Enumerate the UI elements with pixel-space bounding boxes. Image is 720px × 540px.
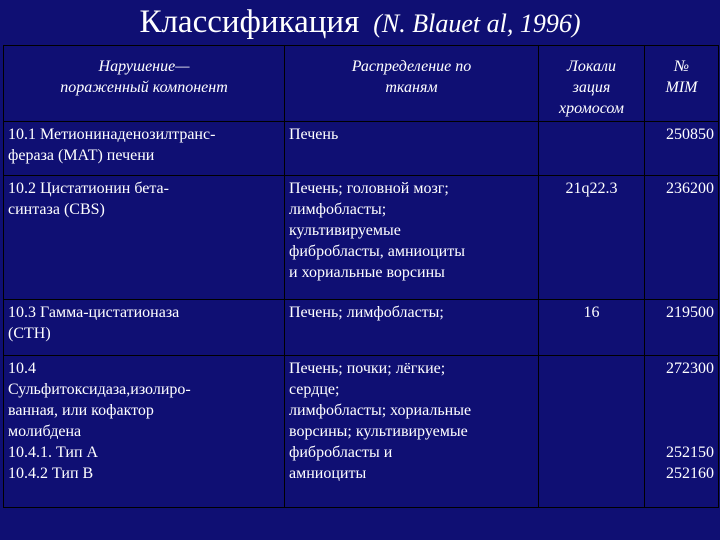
cell-mim bbox=[645, 122, 719, 176]
distribution-line: сердце; bbox=[289, 381, 340, 398]
cell-component bbox=[4, 300, 285, 356]
title-citation: (N. Blauet al, 1996) bbox=[373, 9, 581, 38]
distribution-line: Печень; почки; лёгкие; bbox=[289, 360, 446, 377]
cell-distribution bbox=[285, 356, 539, 508]
header-distribution-line: тканям bbox=[385, 79, 438, 96]
mim-line bbox=[649, 421, 714, 442]
cell-localization: 21q22.3 bbox=[539, 176, 645, 300]
slide-title bbox=[0, 4, 720, 41]
distribution-line: фибробласты, амниоциты bbox=[289, 243, 465, 260]
mim-line bbox=[649, 400, 714, 421]
component-line: 10.4.2 Тип В bbox=[8, 465, 94, 482]
header-mim bbox=[645, 46, 719, 122]
distribution-line: амниоциты bbox=[289, 465, 367, 482]
mim-line: 252160 bbox=[666, 465, 714, 482]
header-distribution-line: Распределение по bbox=[351, 58, 472, 75]
mim-line: 236200 bbox=[666, 180, 714, 197]
classification-table bbox=[3, 45, 719, 508]
table-row bbox=[4, 122, 719, 176]
component-line: 10.2 Цистатионин бета- bbox=[8, 180, 169, 197]
header-localization bbox=[539, 46, 645, 122]
header-component bbox=[4, 46, 285, 122]
distribution-line: Печень; головной мозг; bbox=[289, 180, 449, 197]
cell-distribution bbox=[285, 122, 539, 176]
component-line: ванная, или кофактор bbox=[8, 402, 154, 419]
header-localization-line: хромосом bbox=[558, 100, 624, 117]
header-mim-line: № bbox=[673, 58, 690, 75]
cell-localization bbox=[539, 122, 645, 176]
distribution-line: лимфобласты; bbox=[289, 201, 387, 218]
component-line: фераза (МАТ) печени bbox=[8, 147, 155, 164]
distribution-line: лимфобласты; хориальные bbox=[289, 402, 472, 419]
cell-component bbox=[4, 122, 285, 176]
component-line: (CTH) bbox=[8, 325, 51, 342]
mim-line: 252150 bbox=[666, 444, 714, 461]
component-line: Сульфитоксидаза,изолиро- bbox=[8, 381, 191, 398]
cell-mim bbox=[645, 300, 719, 356]
mim-line: 219500 bbox=[666, 304, 714, 321]
table-row bbox=[4, 176, 719, 300]
table-row bbox=[4, 356, 719, 508]
distribution-line: культивируемые bbox=[289, 222, 401, 239]
cell-component bbox=[4, 176, 285, 300]
cell-mim bbox=[645, 356, 719, 508]
title-main: Классификация bbox=[139, 4, 360, 40]
component-line: 10.4.1. Тип А bbox=[8, 444, 99, 461]
mim-line bbox=[649, 379, 714, 400]
distribution-line: Печень; лимфобласты; bbox=[289, 304, 444, 321]
header-distribution bbox=[285, 46, 539, 122]
component-line: молибдена bbox=[8, 423, 82, 440]
cell-localization bbox=[539, 356, 645, 508]
header-mim-line: MIM bbox=[665, 79, 698, 96]
cell-mim bbox=[645, 176, 719, 300]
header-localization-line: зация bbox=[572, 79, 611, 96]
distribution-line: Печень bbox=[289, 126, 339, 143]
table-row bbox=[4, 300, 719, 356]
header-component-line: Нарушение— bbox=[98, 58, 190, 75]
table-header-row bbox=[4, 46, 719, 122]
distribution-line: фибробласты и bbox=[289, 444, 393, 461]
cell-localization: 16 bbox=[539, 300, 645, 356]
cell-distribution bbox=[285, 300, 539, 356]
header-localization-line: Локали bbox=[567, 58, 616, 75]
component-line: 10.3 Гамма-цистатионаза bbox=[8, 304, 180, 321]
distribution-line: ворсины; культивируемые bbox=[289, 423, 468, 440]
cell-component bbox=[4, 356, 285, 508]
component-line: 10.4 bbox=[8, 360, 36, 377]
component-line: 10.1 Метионинаденозилтранс- bbox=[8, 126, 216, 143]
distribution-line: и хориальные ворсины bbox=[289, 264, 445, 281]
cell-distribution bbox=[285, 176, 539, 300]
mim-line: 272300 bbox=[666, 360, 714, 377]
header-component-line: пораженный компонент bbox=[60, 79, 228, 96]
mim-line: 250850 bbox=[666, 126, 714, 143]
component-line: синтаза (CBS) bbox=[8, 201, 105, 218]
